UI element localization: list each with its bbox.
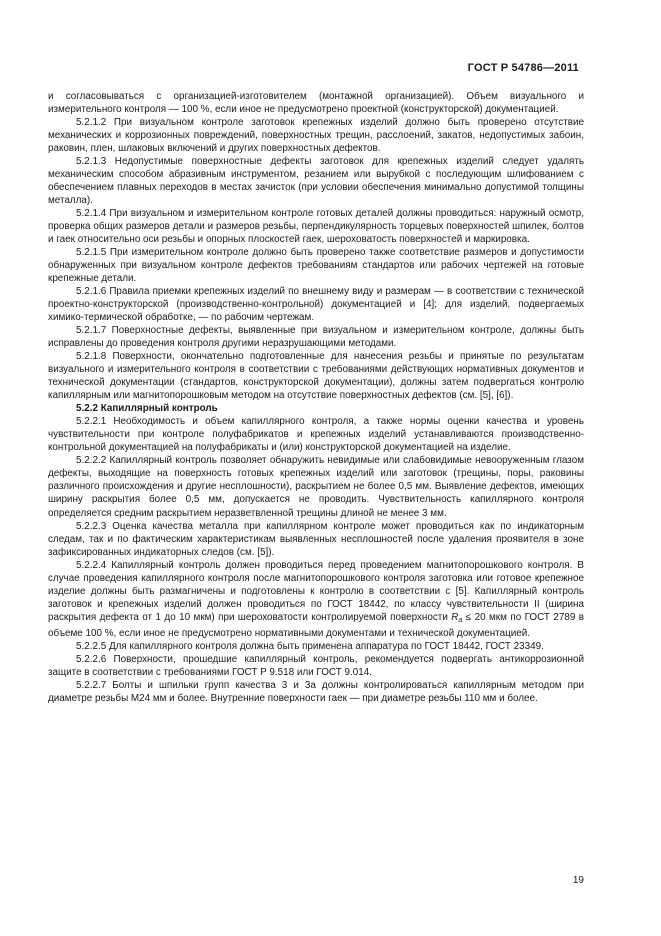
document-body — [48, 90, 584, 705]
page-number: 19 — [572, 875, 584, 886]
paragraph-5-2-1-4: 5.2.1.4 При визуальном и измерительном контроле готовых деталей должны проводиться: наружный осмотр, проверка общих размеров детали и размеров резьбы, перпендикулярность торцевых поверхностей шпилек, болтов и гаек относительно оси резьбы и опорных плоскостей гаек, шероховатость поверхностей и маркировка. — [48, 208, 584, 246]
paragraph-5-2-1-2: 5.2.1.2 При визуальном контроле заготовок крепежных изделий должно быть проверено отсутствие механических и коррозионных повреждений, поверхностных трещин, расслоений, закатов, недопустимых забоин, раковин, плен, шлаковых включений и других поверхностных дефектов. — [48, 117, 584, 155]
paragraph-5-2-2-4-part-a: 5.2.2.4 Капиллярный контроль должен проводиться перед проведением магнитопорошкового контроля. В случае проведения капиллярного контроля после магнитопорошкового контроля заготовка или готовое крепежное изделие должны быть размагничены и подготовлены к контролю в соответствии с [5]. Капиллярный контроль заготовок и крепежных изделий должен проводиться по ГОСТ 18442, по классу чувствительности II (ширина раскрытия дефекта от 1 до 10 мкм) при шероховатости контролируемой поверхности — [48, 559, 584, 623]
paragraph-5-2-2-1: 5.2.2.1 Необходимость и объем капиллярного контроля, а также нормы оценки качества и уровень чувствительности при контроле полуфабрикатов и крепежных изделий устанавливаются производственно-контрольной документацией на полуфабрикаты и (или) конструкторской документацией на изделие. — [48, 416, 584, 454]
paragraph-5-2-2-6: 5.2.2.6 Поверхности, прошедшие капиллярный контроль, рекомендуется подвергать антикоррозионной защите в соответствии с требованиями ГОСТ Р 9.518 или ГОСТ 9.014. — [48, 653, 584, 678]
paragraph-continuation: и согласовываться с организацией-изготовителем (монтажной организацией). Объем визуального и измерительного контроля — 100 %, если иное не предусмотрено проектной (конструкторской) документацией. — [48, 91, 584, 116]
section-heading-5-2-2: 5.2.2 Капиллярный контроль — [76, 403, 218, 415]
paragraph-5-2-1-5: 5.2.1.5 При измерительном контроле должно быть проверено также соответствие размеров и допустимости обнаруженных при визуальном контроле дефектов требованиям стандартов или рабочих чертежей на готовые крепежные детали. — [48, 247, 584, 285]
paragraph-5-2-2-2: 5.2.2.2 Капиллярный контроль позволяет обнаружить невидимые или слабовидимые невооруженным глазом дефекты, выходящие на поверхность готовых крепежных изделий или заготовок (трещины, поры, раковины различного происхождения и другие несплошности), раскрытием не более 0,5 мм. Выявление дефектов, имеющих ширину раскрытия более 0,5 мм, допускается не проводить. Чувствительность капиллярного контроля определяется средним раскрытием неразветвленной трещины длиной не менее 3 мм. — [48, 455, 584, 519]
paragraph-5-2-1-8: 5.2.1.8 Поверхности, окончательно подготовленные для нанесения резьбы и принятые по результатам визуального и измерительного контроля в соответствии с требованиями действующих нормативных документов и технической документации (стандартов, конструкторской документации), должны затем подвергаться контролю капиллярным или магнитопорошковым методом на отсутствие поверхностных дефектов (см. [5], [6]). — [48, 351, 584, 402]
document-code-header: ГОСТ Р 54786—2011 — [467, 62, 579, 74]
paragraph-5-2-2-3: 5.2.2.3 Оценка качества металла при капиллярном контроле может проводиться как по индикаторным следам, так и по фактическим характеристикам выявленных несплошностей после удаления проявителя в зоне зафиксированных индикаторных следов (см. [5]). — [48, 520, 584, 558]
paragraph-5-2-2-4-part-b: ≤ 20 мкм по ГОСТ 2789 в объеме 100 %, если иное не предусмотрено нормативными документами и технической документацией. — [48, 611, 585, 639]
paragraph-5-2-1-6: 5.2.1.6 Правила приемки крепежных изделий по внешнему виду и размерам — в соответствии с технической проектно-конструкторской (производственно-контрольной) документацией и [4]; для изделий, подвергаемых химико-термической обработке, — по рабочим чертежам. — [48, 286, 584, 324]
paragraph-5-2-2-7: 5.2.2.7 Болты и шпильки групп качества 3 и 3а должны контролироваться капиллярным методом при диаметре резьбы М24 мм и более. Внутренние поверхности гаек — при диаметре резьбы 110 мм и более. — [48, 679, 584, 704]
roughness-subscript: a — [458, 616, 463, 624]
paragraph-5-2-1-3: 5.2.1.3 Недопустимые поверхностные дефекты заготовок для крепежных изделий следует удалять механическим способом абразивным инструментом, резанием или вырубкой с последующим шлифованием с обеспечением плавных переходов в местах зачисток (при условии обеспечения минимально допустимой толщины металла). — [48, 156, 584, 207]
roughness-symbol: R — [451, 611, 459, 623]
paragraph-5-2-1-7: 5.2.1.7 Поверхностные дефекты, выявленные при визуальном и измерительном контроле, должны быть исправлены до проведения контроля другими неразрушающими методами. — [48, 325, 584, 350]
paragraph-5-2-2-5: 5.2.2.5 Для капиллярного контроля должна быть применена аппаратура по ГОСТ 18442, ГОСТ 23349. — [76, 640, 544, 652]
paragraph-5-2-2-4 — [48, 559, 584, 640]
